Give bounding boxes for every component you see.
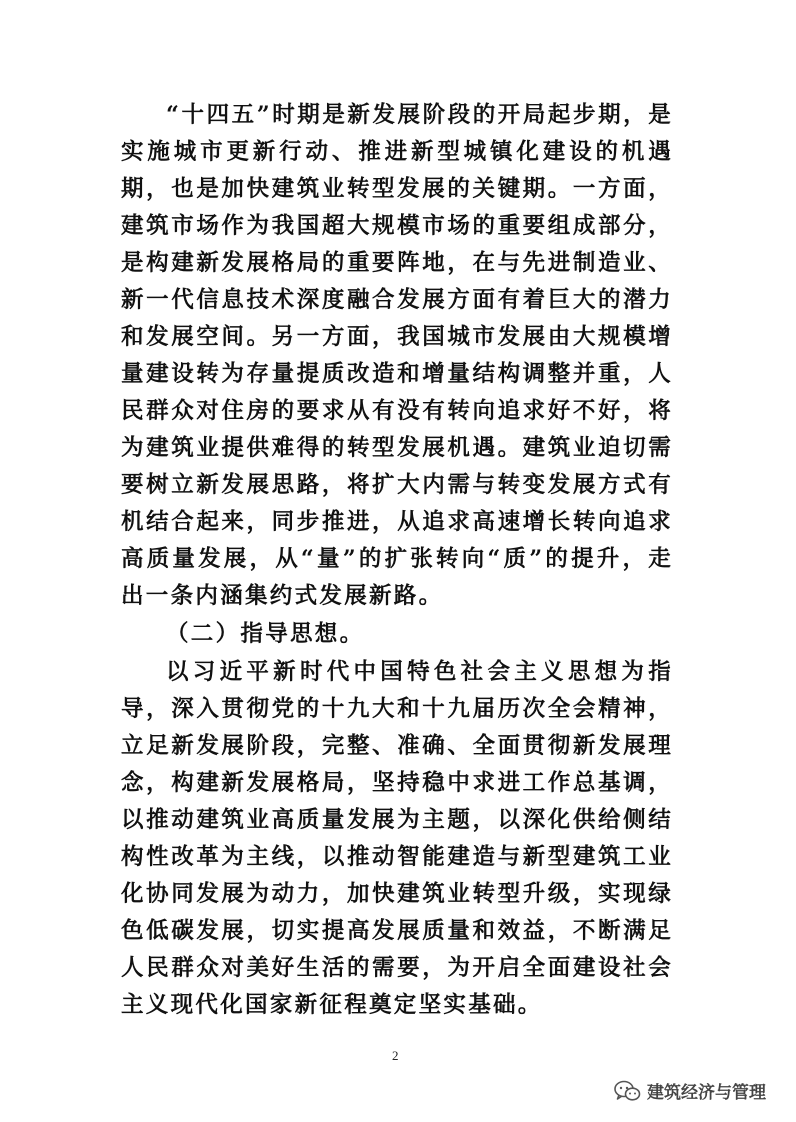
paragraph-context: “十四五”时期是新发展阶段的开局起步期，是实施城市更新行动、推进新型城镇化建设的机遇期，也是加快建筑业转型发展的关键期。一方面，建筑市场作为我国超大规模市场的重要组成部分，是构建新发展格局的重要阵地，在与先进制造业、新一代信息技术深度融合发展方面有着巨大的潜力和发展空间。另一方面，我国城市发展由大规模增量建设转为存量提质改造和增量结构调整并重，人民群众对住房的要求从有没有转向追求好不好，将为建筑业提供难得的转型发展机遇。建筑业迫切需要树立新发展思路，将扩大内需与转变发展方式有机结合起来，同步推进，从追求高速增长转向追求高质量发展，从“量”的扩张转向“质”的提升，走出一条内涵集约式发展新路。 (121, 102, 673, 609)
page-number: 2 (392, 1048, 399, 1063)
document-body (121, 97, 673, 1024)
watermark-text: 建筑经济与管理 (647, 1083, 766, 1103)
wechat-icon (613, 1079, 641, 1103)
section-heading-guiding-ideology: （二）指导思想。 (166, 621, 365, 647)
paragraph-guiding-ideology: 以习近平新时代中国特色社会主义思想为指导，深入贯彻党的十九大和十九届历次全会精神，立足新发展阶段，完整、准确、全面贯彻新发展理念，构建新发展格局，坚持稳中求进工作总基调，以推动建筑业高质量发展为主题，以深化供给侧结构性改革为主线，以推动智能建造与新型建筑工业化协同发展为动力，加快建筑业转型升级，实现绿色低碳发展，切实提高发展质量和效益，不断满足人民群众对美好生活的需要，为开启全面建设社会主义现代化国家新征程奠定坚实基础。 (121, 659, 673, 1018)
wechat-watermark (613, 1078, 766, 1103)
